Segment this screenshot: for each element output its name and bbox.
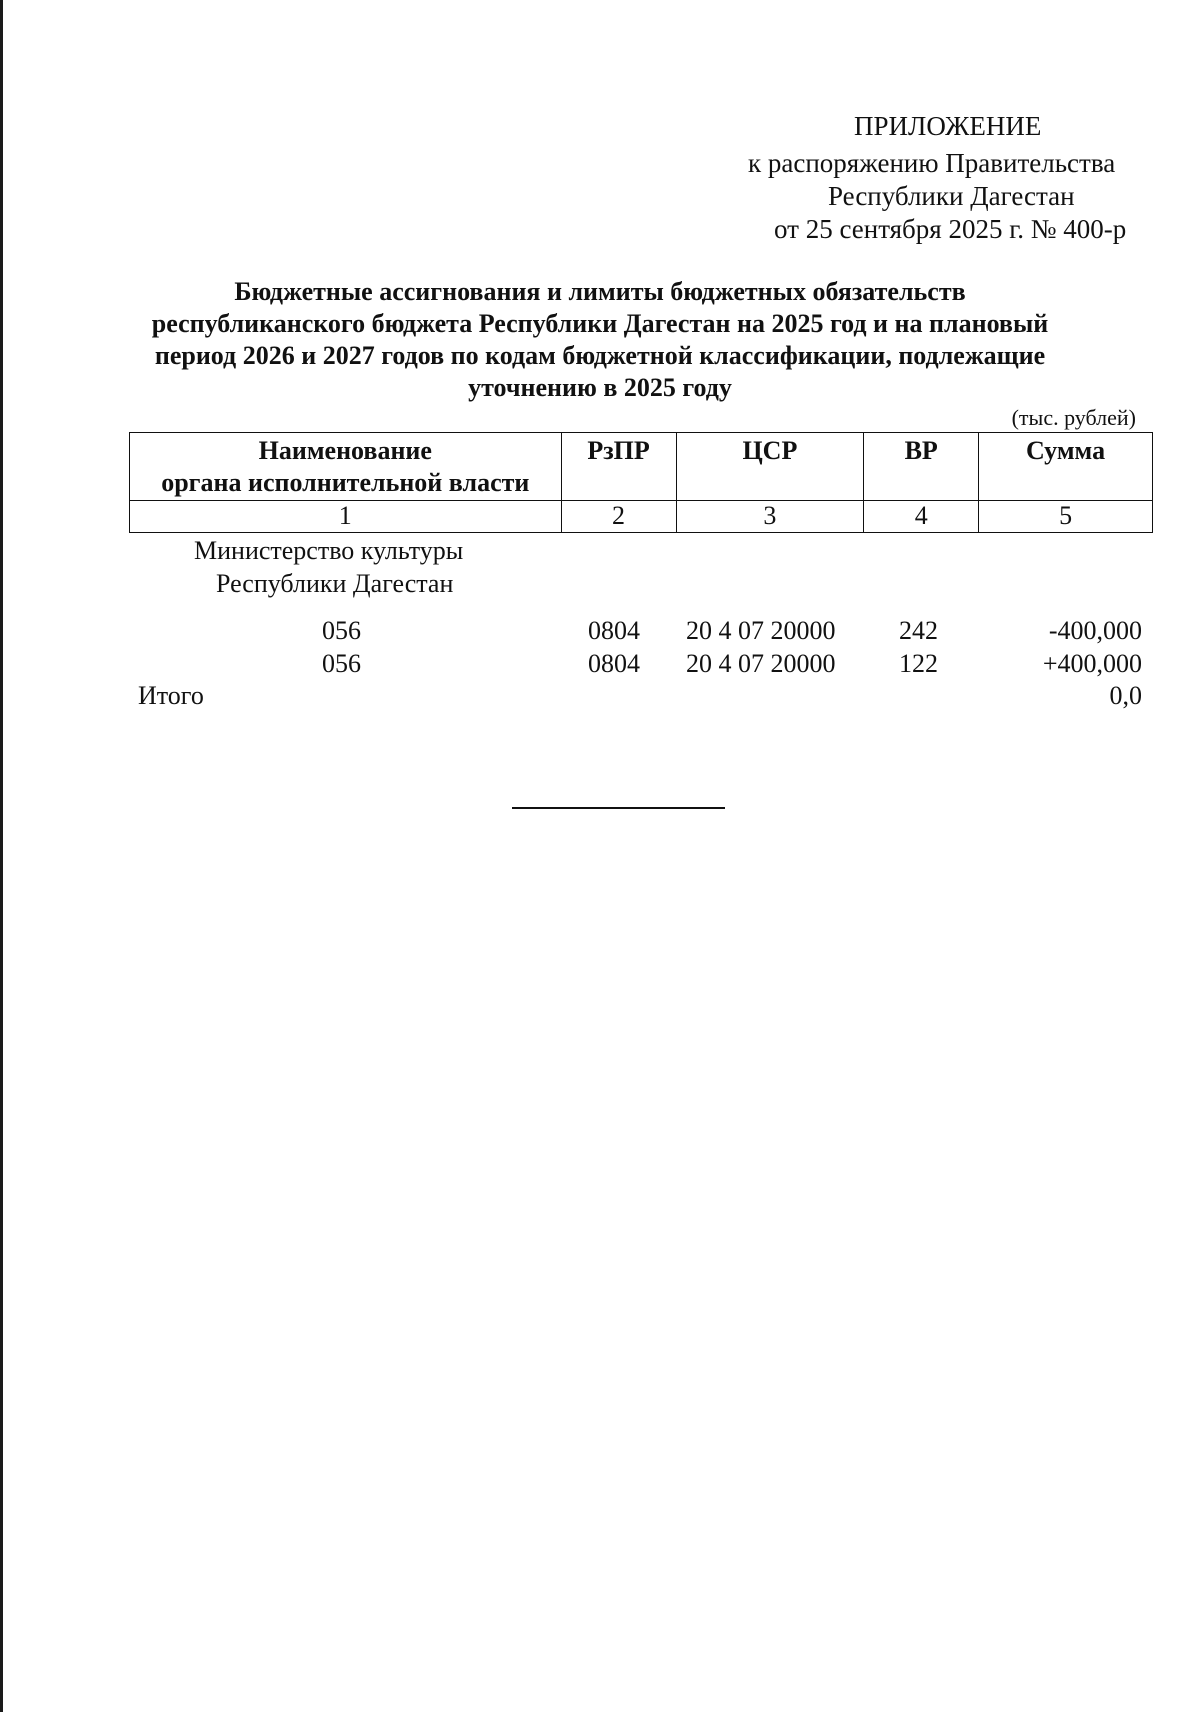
header-vr: ВР — [864, 433, 979, 501]
units-label: (тыс. рублей) — [1011, 405, 1136, 430]
column-number: 1 — [130, 501, 562, 533]
row-code: 056 — [322, 649, 361, 678]
organization-line-1: Министерство культуры — [194, 536, 464, 565]
row-rzpr: 0804 — [588, 649, 640, 678]
row-csr: 20 4 07 20000 — [686, 649, 836, 678]
header-sum: Сумма — [979, 433, 1153, 501]
header-csr: ЦСР — [676, 433, 864, 501]
row-rzpr: 0804 — [588, 616, 640, 645]
row-sum: +400,000 — [1042, 649, 1142, 678]
scan-edge — [0, 0, 3, 1712]
header-name-line-1: Наименование — [258, 436, 432, 465]
total-value: 0,0 — [1109, 681, 1142, 710]
budget-table — [129, 432, 1153, 533]
appendix-line-2: Республики Дагестан — [828, 181, 1075, 211]
row-sum: -400,000 — [1048, 616, 1142, 645]
title-line-1: Бюджетные ассигнования и лимиты бюджетных обязательств — [234, 277, 966, 306]
total-label: Итого — [138, 681, 204, 710]
title-line-3: период 2026 и 2027 годов по кодам бюджетной классификации, подлежащие — [154, 341, 1046, 370]
appendix-heading: ПРИЛОЖЕНИЕ — [854, 111, 1042, 141]
row-csr: 20 4 07 20000 — [686, 616, 836, 645]
header-rzpr: РзПР — [561, 433, 676, 501]
column-number: 3 — [676, 501, 864, 533]
title-line-2: республиканского бюджета Республики Дагестан на 2025 год и на плановый — [151, 309, 1049, 338]
document-title — [120, 276, 1080, 404]
column-number: 2 — [561, 501, 676, 533]
column-number-row — [130, 501, 1153, 533]
appendix-line-1: к распоряжению Правительства — [748, 148, 1116, 178]
row-code: 056 — [322, 616, 361, 645]
title-line-4: уточнению в 2025 году — [468, 373, 732, 402]
appendix-line-3: от 25 сентября 2025 г. № 400-р — [774, 214, 1127, 244]
header-name-line-2: органа исполнительной власти — [161, 468, 530, 497]
row-vr: 242 — [899, 616, 938, 645]
row-vr: 122 — [899, 649, 938, 678]
header-name — [130, 433, 562, 501]
table-header-row — [130, 433, 1153, 501]
organization-line-2: Республики Дагестан — [216, 569, 454, 598]
column-number: 4 — [864, 501, 979, 533]
closing-rule — [512, 807, 725, 809]
column-number: 5 — [979, 501, 1153, 533]
